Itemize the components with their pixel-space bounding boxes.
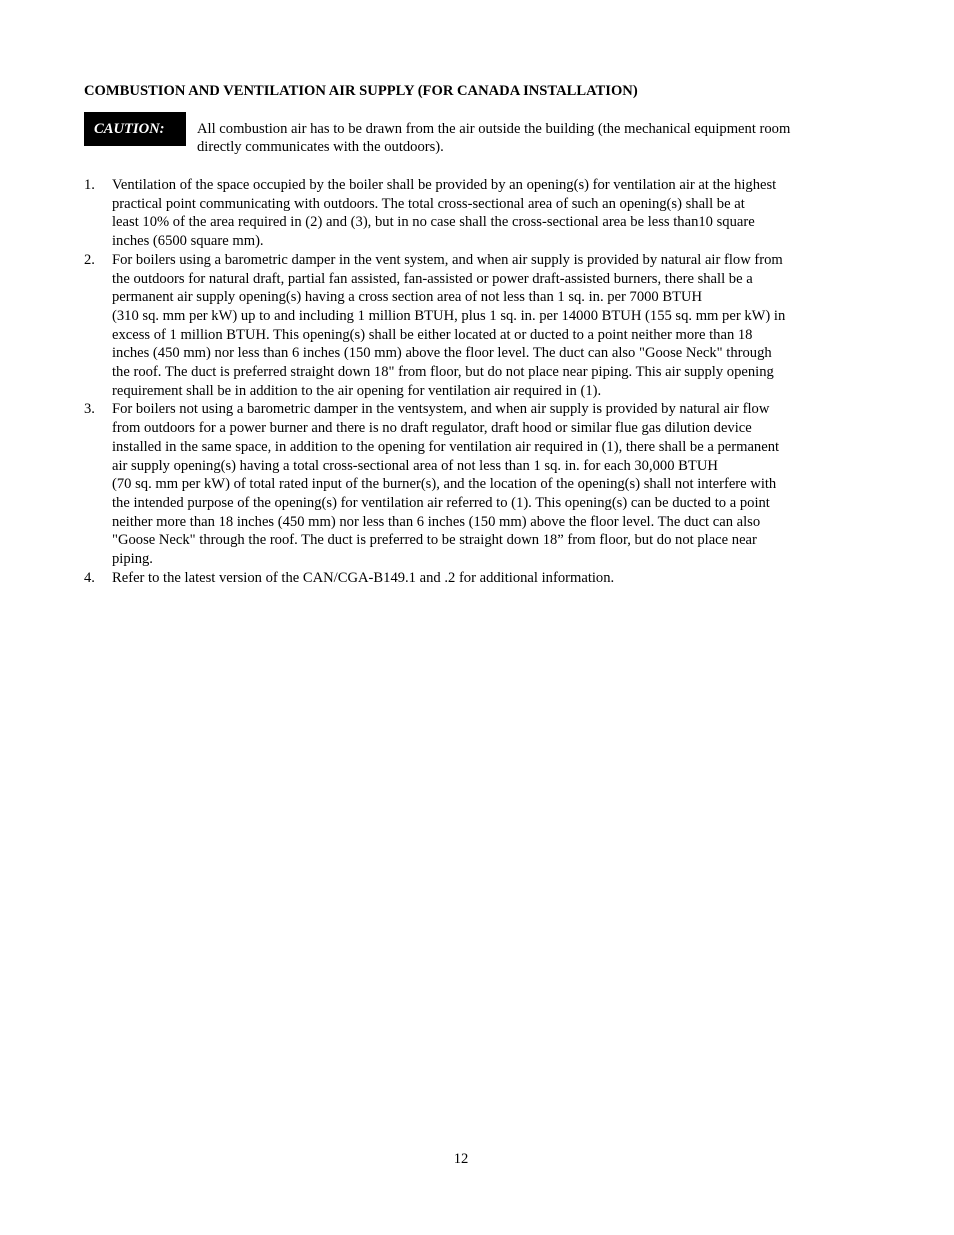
item-text — [112, 400, 828, 568]
item-line: requirement shall be in addition to the air opening for ventilation air required in (1). — [112, 382, 602, 399]
item-number: 4. — [84, 569, 95, 586]
item-line: neither more than 18 inches (450 mm) nor less than 6 inches (150 mm) above the floor level. The duct can also — [112, 513, 761, 530]
item-line: from outdoors for a power burner and there is no draft regulator, draft hood or similar flue gas dilution device — [112, 420, 752, 437]
list-item — [84, 251, 844, 401]
caution-text: All combustion air has to be drawn from the air outside the building (the mechanical equipment room directly communicates with the outdoors). — [197, 121, 791, 156]
requirements-list — [84, 176, 844, 587]
page-number: 12 — [453, 1151, 469, 1167]
list-item — [84, 176, 844, 251]
item-line: For boilers not using a barometric damper in the ventsystem, and when air supply is provided by natural air flow — [112, 401, 770, 418]
item-text — [112, 251, 828, 401]
item-number: 3. — [84, 401, 95, 418]
item-line: (310 sq. mm per kW) up to and including 1 million BTUH, plus 1 sq. in. per 14000 BTUH (155 sq. mm per kW) in — [112, 307, 786, 324]
item-text — [112, 569, 828, 588]
item-line: excess of 1 million BTUH. This opening(s) shall be either located at or ducted to a point neither more than 18 — [112, 326, 753, 343]
item-number: 2. — [84, 251, 95, 268]
item-line: Ventilation of the space occupied by the boiler shall be provided by an opening(s) for ventilation air at the highest — [112, 177, 777, 193]
item-line: permanent air supply opening(s) having a cross section area of not less than 1 sq. in. per 7000 BTUH — [112, 289, 703, 306]
item-line: air supply opening(s) having a total cross-sectional area of not less than 1 sq. in. for each 30,000 BTUH — [112, 457, 718, 474]
caution-label: CAUTION: — [84, 112, 186, 146]
item-line: the outdoors for natural draft, partial fan assisted, fan-assisted or power draft-assisted burners, there shall be a — [112, 270, 753, 287]
item-line: Refer to the latest version of the CAN/CGA-B149.1 and .2 for additional information. — [112, 569, 615, 586]
item-line: inches (6500 square mm). — [112, 233, 264, 250]
item-line: inches (450 mm) nor less than 6 inches (150 mm) above the floor level. The duct can also "Goose Neck" through — [112, 345, 772, 362]
item-line: (70 sq. mm per kW) of total rated input of the burner(s), and the location of the opening(s) shall not interfere with — [112, 476, 777, 493]
list-item — [84, 569, 844, 588]
item-line: least 10% of the area required in (2) and (3), but in no case shall the cross-sectional area be less than10 square — [112, 214, 755, 231]
list-item — [84, 400, 844, 568]
item-number: 1. — [84, 177, 95, 193]
section-heading: COMBUSTION AND VENTILATION AIR SUPPLY (FOR CANADA INSTALLATION) — [84, 83, 638, 99]
item-line: the intended purpose of the opening(s) for ventilation air referred to (1). This opening(s) can be ducted to a point — [112, 494, 770, 511]
item-line: the roof. The duct is preferred straight down 18" from floor, but do not place near piping. This air supply opening — [112, 364, 774, 381]
item-line: For boilers using a barometric damper in the vent system, and when air supply is provided by natural air flow from — [112, 251, 783, 268]
item-line: installed in the same space, in addition to the opening for ventilation air required in (1), there shall be a permanent — [112, 438, 780, 455]
item-line: practical point communicating with outdoors. The total cross-sectional area of such an opening(s) shall be at — [112, 195, 745, 212]
item-text — [112, 176, 828, 251]
item-line: piping. — [112, 551, 153, 568]
item-line: "Goose Neck" through the roof. The duct is preferred to be straight down 18” from floor, but do not place near — [112, 532, 757, 549]
